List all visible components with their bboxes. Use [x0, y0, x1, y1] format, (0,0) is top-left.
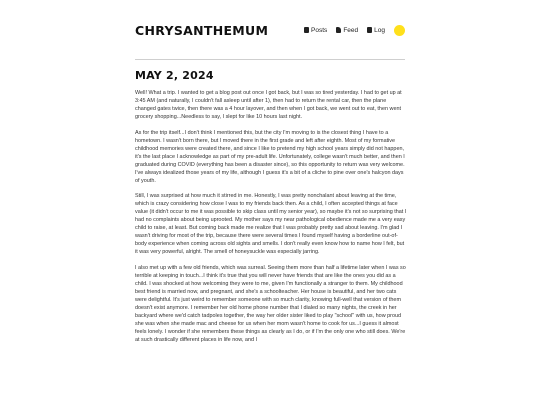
nav-posts-link[interactable] [304, 27, 327, 34]
posts-icon [304, 27, 309, 33]
nav-posts-label: Posts [311, 26, 328, 34]
feed-icon [336, 27, 341, 33]
post-paragraph: I also met up with a few old friends, which was surreal. Seeing them more than half a lifetime later when I was so terrible at keeping in touch...I think it's true that you will never have friends that are like the ones you did as a child. I was shocked at how welcoming they were to me, given I'm functionally a stranger to them. My childhood best friend is married now, and pregnant, and she's a schoolteacher. Her house is beautiful, and her two cats were delightful. It's just weird to remember someone with so much clarity, knowing full-well that version of them doesn't exist anymore. I remember her old home phone number that I dialed so many nights, the creek in her backyard where we'd catch tadpoles together, the way her older sister liked to play "school" with us, how proud she was when she made mac and cheese for us when her mom wasn't home to cook for us...I guess it almost feels lonely. I wonder if she remembers these things as clearly as I do, or if I'm the only one who still does. We're at such drastically different places in life now, and I [135, 264, 406, 343]
main-nav [304, 25, 405, 36]
post-date: MAY 2, 2024 [135, 69, 214, 82]
theme-toggle-button[interactable] [394, 25, 405, 36]
post-paragraph: Still, I was surprised at how much it stirred in me. Honestly, I was pretty nonchalant about leaving at the time, which is crazy considering how close I was to my friends back then. As a child, I often accepted things at face value (it didn't occur to me it was possible to skip class until my senior year), so maybe it's not so surprising that I had no complaints about being uprooted. My mother says my near pathological obedience made me a very easy child to raise, at least. But coming back made me realize that I was probably pretty sad about leaving. I'm glad I wasn't driving for most of the trip, because there were several times I found myself having a borderline out-of-body experience when coming across old sights and smells. I don't really even know how to name how I felt, but it was very powerful, alright. The smell of honeysuckle was especially jarring. [135, 193, 407, 255]
site-header [135, 18, 405, 42]
site-title[interactable]: CHRYSANTHEMUM [135, 22, 269, 38]
post-paragraph: As for the trip itself...I don't think I mentioned this, but the city I'm moving to is the closest thing I have to a hometown. I wasn't born there, but I moved there in the first grade and left after eighth. Most of my formative childhood memories were created there, and since I like to pretend my high school years simply did not happen, it's the last place I acknowledge as part of my pre-adult life. Unfortunately, college wasn't much better, and then I graduated during COVID (everything has been a disaster since), so this opportunity to return was very welcome. I've always idealized those years of my life, although I guess it's a bit of a cliche to pine over one's halcyon days of youth. [135, 129, 405, 184]
nav-log-link[interactable] [367, 27, 385, 34]
post-paragraph: Well! What a trip. I wanted to get a blog post out once I got back, but I was so tired yesterday. I had to get up at 3:45 AM (and naturally, I couldn't fall asleep until after 1), then had to return the rental car, then the plane changed gates twice, then there was a 4 hour layover, and then when I got back, we went out to eat, then went grocery shopping...Needless to say, I slept for like 10 hours last night. [135, 90, 402, 120]
header-divider [135, 59, 405, 60]
nav-log-label: Log [374, 26, 385, 34]
nav-feed-label: Feed [343, 26, 359, 34]
post-body [135, 89, 407, 351]
nav-feed-link[interactable] [336, 27, 358, 34]
log-icon [367, 27, 372, 33]
